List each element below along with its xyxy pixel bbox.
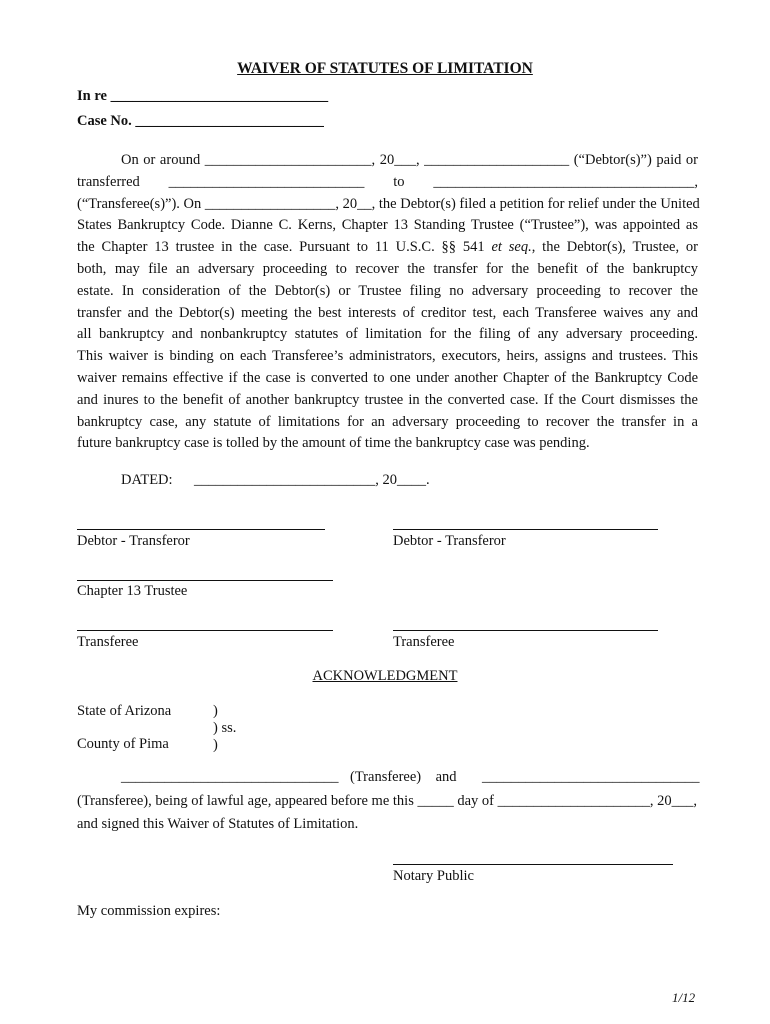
debtor-transferor-label: Debtor - Transferor [393, 533, 506, 549]
transferee-label: Transferee [77, 634, 139, 650]
venue-paren: ) [213, 703, 218, 719]
commission-expires-label: My commission expires: [77, 903, 221, 919]
signature-line [77, 529, 325, 530]
dated-label: DATED: [121, 472, 173, 488]
paragraph-line: both, may file an adversary proceeding to recover the transfer for the benefit of the bankruptcy [77, 260, 698, 277]
acknowledgment-heading: ACKNOWLEDGMENT [312, 668, 458, 684]
paragraph-line: This waiver is binding on each Transferee’s administrators, executors, heirs, assigns and trustees. This [77, 348, 698, 365]
in-re-field: In re ______________________________ [77, 88, 329, 104]
acknowledgment-text: (Transferee), being of lawful age, appeared before me this _____ day of _____________________, 20___, [77, 793, 697, 809]
paragraph-line: waiver remains effective if the case is converted to one under another Chapter of the Bankruptcy Code [77, 369, 698, 386]
page-number: 1/12 [672, 990, 696, 1005]
signature-line [77, 630, 333, 631]
dated-blank: _________________________, 20____. [194, 472, 430, 488]
signature-line [77, 580, 333, 581]
paragraph-line: transferred ___________________________ to ____________________________________, [77, 173, 698, 190]
notary-public-label: Notary Public [393, 868, 474, 884]
paragraph-line-with-italic [77, 237, 698, 259]
transferee-label: Transferee [393, 634, 455, 650]
venue-paren: ) [213, 737, 218, 753]
state-label: State of Arizona [77, 703, 172, 719]
transferee-and-text: (Transferee) and [350, 769, 457, 785]
paragraph-line: On or around _______________________, 20___, ____________________ (“Debtor(s)”) paid or [121, 152, 698, 168]
paragraph-line: estate. In consideration of the Debtor(s) or Trustee filing no adversary proceeding to recover the [77, 282, 698, 299]
signature-line [393, 529, 658, 530]
document-title: WAIVER OF STATUTES OF LIMITATION [237, 60, 533, 77]
debtor-transferor-label: Debtor - Transferor [77, 533, 190, 549]
paragraph-line: future bankruptcy case is tolled by the amount of time the bankruptcy case was pending. [77, 435, 590, 452]
transferee-name-blank: ______________________________ [121, 769, 339, 785]
signature-line [393, 630, 658, 631]
paragraph-segment: , the Debtor(s), Trustee, or [531, 239, 698, 256]
trustee-label: Chapter 13 Trustee [77, 583, 188, 599]
paragraph-segment: the Chapter 13 trustee in the case. Pursuant to 11 U.S.C. §§ 541 [77, 239, 492, 256]
paragraph-line: and inures to the benefit of another bankruptcy trustee in the converted case. If the Court dismisses the [77, 391, 698, 408]
paragraph-line: bankruptcy case, any statute of limitations for an adversary proceeding to recover the transfer in a [77, 413, 698, 430]
notary-signature-line [393, 864, 673, 865]
et-seq-italic: et seq. [491, 239, 532, 256]
county-label: County of Pima [77, 736, 169, 752]
waiver-paragraph [77, 150, 698, 455]
venue-ss: ) ss. [213, 720, 237, 736]
transferee-name-blank: ______________________________ [482, 769, 700, 785]
paragraph-line: all bankruptcy and nonbankruptcy statutes of limitation for the filing of any adversary proceeding. [77, 326, 698, 343]
paragraph-line: transfer and the Debtor(s) meeting the best interests of creditor test, each Transferee waives any and [77, 304, 698, 321]
case-number-field: Case No. __________________________ [77, 113, 324, 129]
paragraph-line: (“Transferee(s)”). On __________________, 20__, the Debtor(s) filed a petition for relief under the United [77, 195, 700, 212]
paragraph-line: States Bankruptcy Code. Dianne C. Kerns, Chapter 13 Standing Trustee (“Trustee”), was appointed as [77, 217, 698, 234]
acknowledgment-text: and signed this Waiver of Statutes of Limitation. [77, 816, 359, 832]
